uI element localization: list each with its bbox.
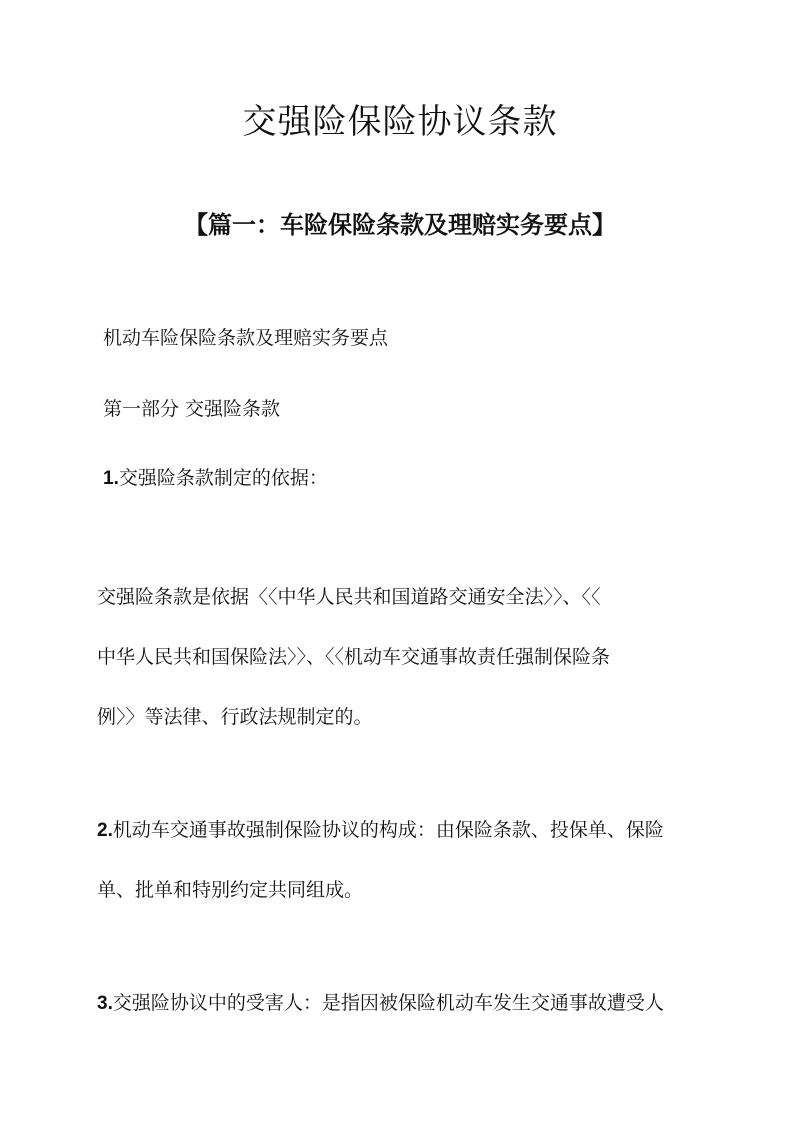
item-1	[103, 464, 328, 493]
paragraph-line: 单、批单和特别约定共同组成。	[97, 879, 364, 901]
paragraph-line: 中华人民共和国保险法〉〉、〈〈机动车交通事故责任强制保险条	[97, 646, 611, 668]
heading-part-one: 第一部分 交强险条款	[103, 398, 281, 420]
document-subtitle: 【篇一：车险保险条款及理赔实务要点】	[184, 210, 616, 239]
paragraph-line: 例〉〉等法律、行政法规制定的。	[97, 706, 373, 728]
item-3-number: 3.	[97, 993, 113, 1014]
item-1-text: 交强险条款制定的依据：	[118, 467, 328, 489]
paragraph-line: 交强险条款是依据〈〈中华人民共和国道路交通安全法〉〉、〈〈	[97, 586, 601, 608]
item-3	[97, 989, 705, 1049]
document-title: 交强险保险协议条款	[242, 102, 558, 142]
item-2	[97, 816, 705, 936]
paragraph-line: 机动车交通事故强制保险协议的构成：由保险条款、投保单、保险	[112, 819, 664, 841]
heading-mechanism: 机动车险保险条款及理赔实务要点	[103, 327, 389, 349]
item-2-number: 2.	[97, 820, 113, 841]
paragraph-basis	[97, 583, 705, 763]
item-1-number: 1.	[103, 468, 119, 489]
paragraph-line: 交强险协议中的受害人：是指因被保险机动车发生交通事故遭受人	[112, 992, 664, 1014]
